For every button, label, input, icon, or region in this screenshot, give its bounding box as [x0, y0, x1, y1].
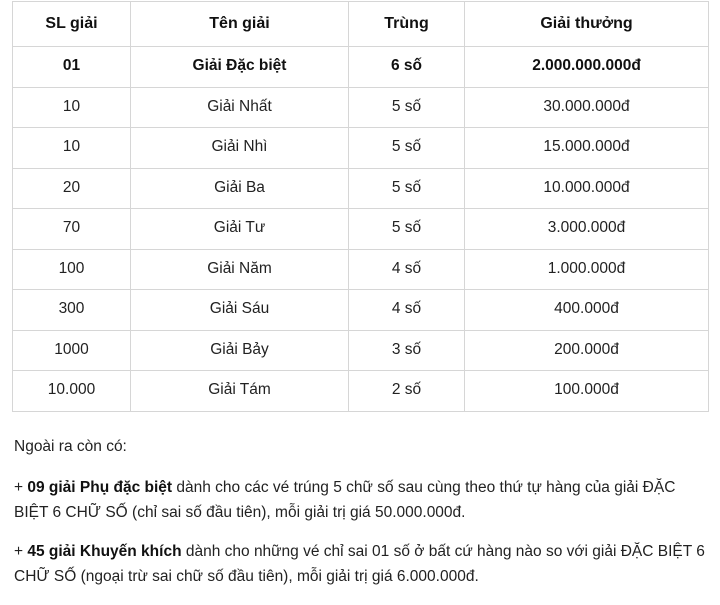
cell-match: 5 số — [349, 87, 465, 128]
note-item-special-sub-prize — [14, 475, 708, 525]
cell-prize: 400.000đ — [465, 290, 709, 331]
notes-section — [12, 434, 708, 590]
cell-prize: 10.000.000đ — [465, 168, 709, 209]
column-header-match: Trùng — [349, 2, 465, 47]
note-bold-label: 09 giải Phụ đặc biệt — [27, 478, 173, 496]
cell-name: Giải Tư — [131, 209, 349, 250]
table-row — [13, 47, 709, 88]
table-row — [13, 290, 709, 331]
note-prefix: + — [14, 542, 28, 560]
cell-name: Giải Sáu — [131, 290, 349, 331]
cell-prize: 30.000.000đ — [465, 87, 709, 128]
table-body — [13, 47, 709, 412]
table-header-row — [13, 2, 709, 47]
cell-name: Giải Bảy — [131, 330, 349, 371]
cell-name: Giải Nhì — [131, 128, 349, 169]
cell-match: 5 số — [349, 209, 465, 250]
cell-match: 4 số — [349, 290, 465, 331]
table-header — [13, 2, 709, 47]
table-row — [13, 168, 709, 209]
cell-match: 5 số — [349, 128, 465, 169]
cell-count: 100 — [13, 249, 131, 290]
cell-match: 6 số — [349, 47, 465, 88]
table-row — [13, 249, 709, 290]
note-text: dành cho những vé chỉ sai 01 số ở bất cứ hàng nào so với giải ĐẶC BIỆT 6 CHỮ SỐ (ngoại trừ sai chữ số đầu tiên), mỗi giải trị giá 6.000.000đ. — [14, 542, 705, 585]
cell-count: 70 — [13, 209, 131, 250]
note-text: dành cho các vé trúng 5 chữ số sau cùng theo thứ tự hàng của giải ĐẶC BIỆT 6 CHỮ SỐ (chỉ sai số đầu tiên), mỗi giải trị giá 50.000.000đ. — [14, 478, 676, 521]
cell-match: 2 số — [349, 371, 465, 412]
cell-count: 300 — [13, 290, 131, 331]
cell-name: Giải Nhất — [131, 87, 349, 128]
cell-name: Giải Ba — [131, 168, 349, 209]
cell-prize: 1.000.000đ — [465, 249, 709, 290]
column-header-name: Tên giải — [131, 2, 349, 47]
table-row — [13, 330, 709, 371]
cell-count: 01 — [13, 47, 131, 88]
cell-name: Giải Năm — [131, 249, 349, 290]
cell-name: Giải Đặc biệt — [131, 47, 349, 88]
cell-count: 10 — [13, 87, 131, 128]
table-row — [13, 209, 709, 250]
table-row — [13, 371, 709, 412]
note-item-consolation-prize — [14, 539, 708, 589]
cell-match: 5 số — [349, 168, 465, 209]
cell-prize: 100.000đ — [465, 371, 709, 412]
table-row — [13, 87, 709, 128]
notes-intro: Ngoài ra còn có: — [14, 437, 127, 455]
table-row — [13, 128, 709, 169]
cell-count: 10 — [13, 128, 131, 169]
prize-table — [12, 1, 709, 412]
column-header-count: SL giải — [13, 2, 131, 47]
cell-prize: 2.000.000.000đ — [465, 47, 709, 88]
cell-prize: 200.000đ — [465, 330, 709, 371]
column-header-prize: Giải thưởng — [465, 2, 709, 47]
cell-count: 1000 — [13, 330, 131, 371]
note-bold-label: 45 giải Khuyến khích — [27, 542, 182, 560]
cell-prize: 15.000.000đ — [465, 128, 709, 169]
lottery-prize-structure-page — [0, 1, 720, 605]
cell-prize: 3.000.000đ — [465, 209, 709, 250]
cell-name: Giải Tám — [131, 371, 349, 412]
cell-count: 10.000 — [13, 371, 131, 412]
note-prefix: + — [14, 478, 28, 496]
cell-count: 20 — [13, 168, 131, 209]
cell-match: 3 số — [349, 330, 465, 371]
cell-match: 4 số — [349, 249, 465, 290]
